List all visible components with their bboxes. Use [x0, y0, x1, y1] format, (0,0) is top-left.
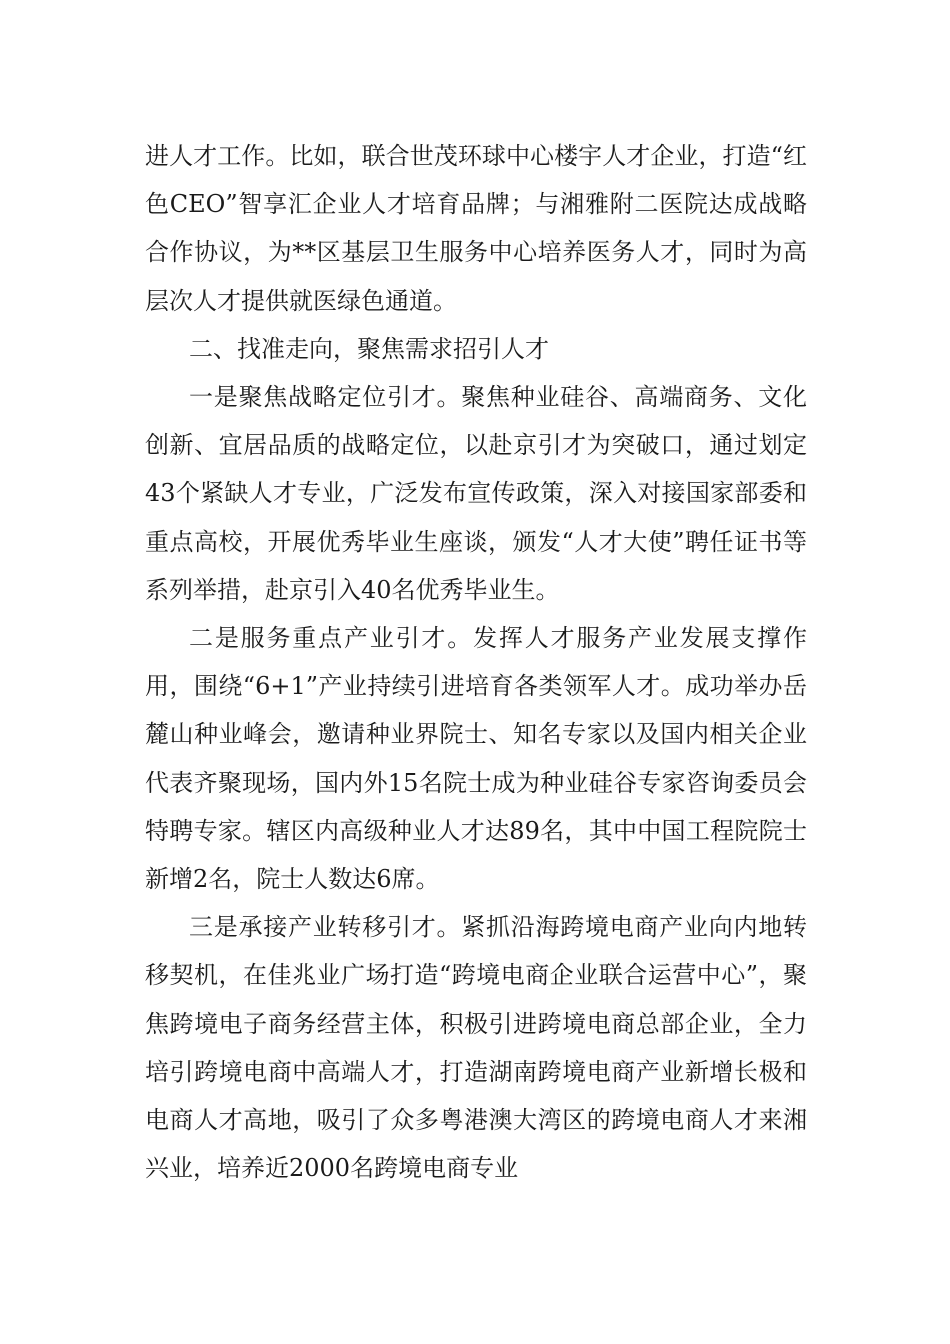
paragraph-industry-transfer: 三是承接产业转移引才。紧抓沿海跨境电商产业向内地转移契机，在佳兆业广场打造“跨境电商企业联合运营中心”，聚焦跨境电子商务经营主体，积极引进跨境电商总部企业，全力培引跨境电商中高端人才，打造湖南跨境电商产业新增长极和电商人才高地，吸引了众多粤港澳大湾区的跨境电商人才来湘兴业，培养近2000名跨境电商专业: [145, 913, 807, 1183]
document-body: [145, 132, 807, 1192]
paragraph-continuation: 进人才工作。比如，联合世茂环球中心楼宇人才企业，打造“红色CEO”智享汇企业人才培育品牌；与湘雅附二医院达成战略合作协议，为**区基层卫生服务中心培养医务人才，同时为高层次人才提供就医绿色通道。: [145, 142, 807, 315]
paragraph-key-industry: 二是服务重点产业引才。发挥人才服务产业发展支撑作用，围绕“6+1”产业持续引进培育各类领军人才。成功举办岳麓山种业峰会，邀请种业界院士、知名专家以及国内相关企业代表齐聚现场，国内外15名院士成为种业硅谷专家咨询委员会特聘专家。辖区内高级种业人才达89名，其中中国工程院院士新增2名，院士人数达6席。: [145, 624, 807, 894]
paragraph-strategic-positioning: 一是聚焦战略定位引才。聚焦种业硅谷、高端商务、文化创新、宜居品质的战略定位，以赴京引才为突破口，通过划定43个紧缺人才专业，广泛发布宣传政策，深入对接国家部委和重点高校，开展优秀毕业生座谈，颁发“人才大使”聘任证书等系列举措，赴京引入40名优秀毕业生。: [145, 383, 807, 604]
section-heading: 二、找准走向，聚焦需求招引人才: [189, 334, 549, 363]
